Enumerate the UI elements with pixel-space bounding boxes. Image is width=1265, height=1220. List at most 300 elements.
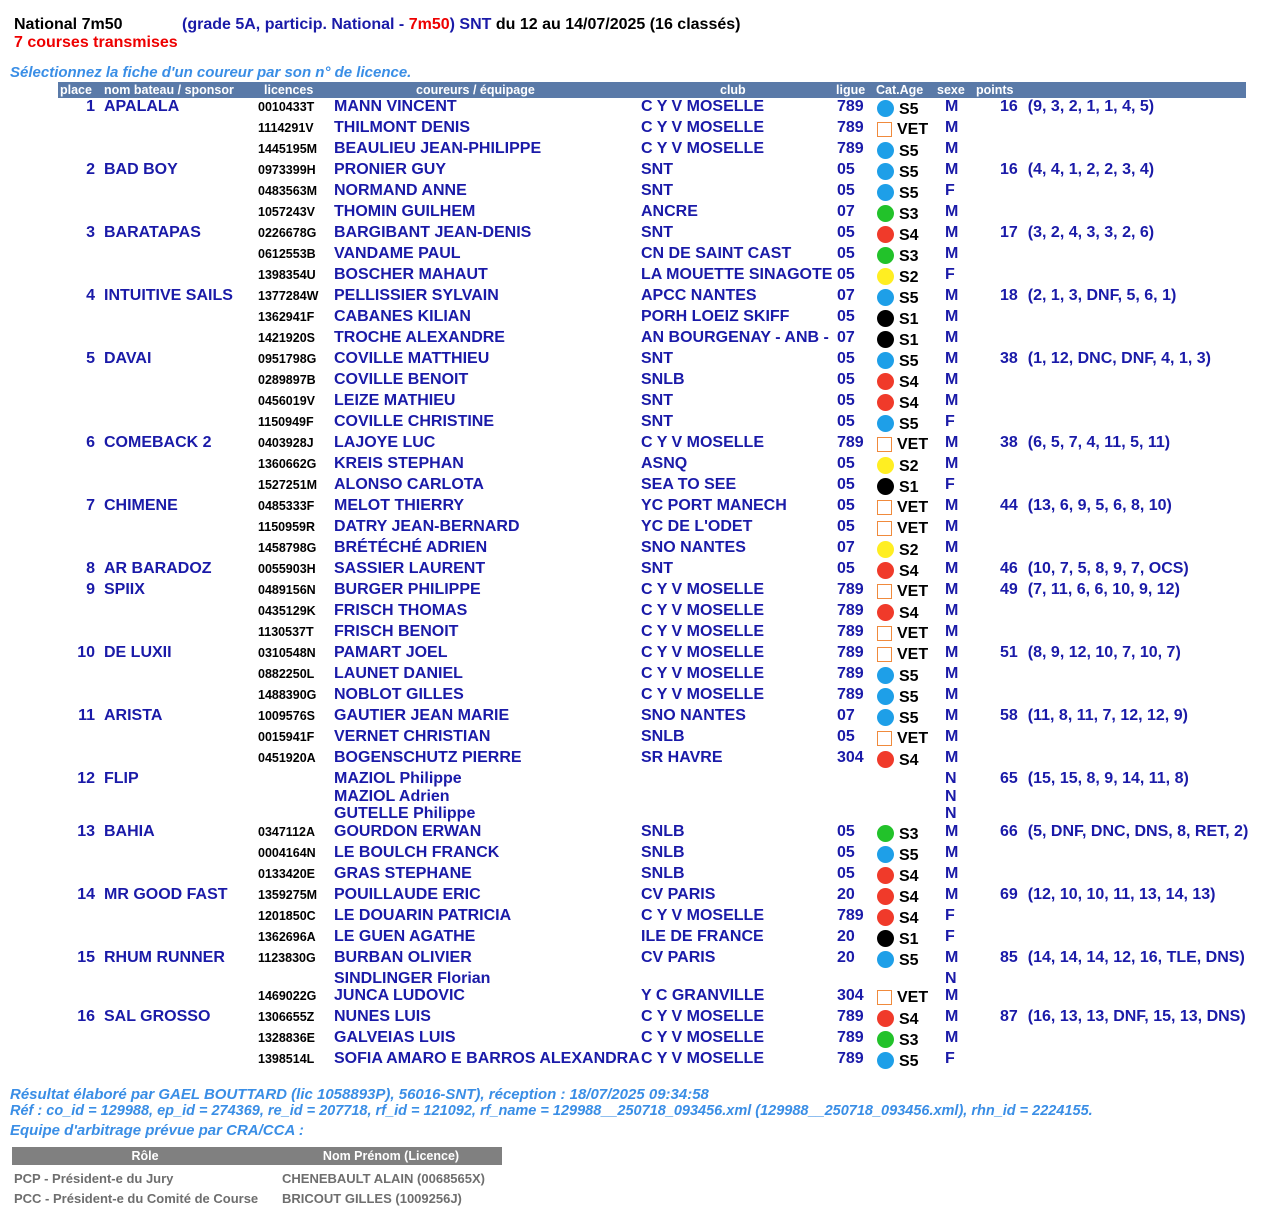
boat-points [1000, 98, 1154, 116]
licence-link[interactable]: 0451920A [258, 751, 316, 765]
category-label: S5 [899, 668, 919, 685]
points-total: 66 [1000, 822, 1018, 840]
licence-link[interactable]: 0289897B [258, 373, 316, 387]
arbitration-name: BRICOUT GILLES (1009256J) [282, 1191, 462, 1206]
licence-link[interactable]: 0612553B [258, 247, 316, 261]
boat-row [58, 224, 1246, 245]
race-scores: (16, 13, 13, DNF, 15, 13, DNS) [1027, 1008, 1246, 1025]
licence-link[interactable]: 1114291V [258, 121, 314, 135]
licence-link[interactable]: 1469022G [258, 989, 317, 1003]
boat-place: 14 [77, 885, 95, 903]
category-dot-icon [877, 352, 894, 369]
category-label: S5 [899, 353, 919, 370]
category-dot-icon [877, 142, 894, 159]
race-scores: (14, 14, 14, 12, 16, TLE, DNS) [1027, 948, 1245, 966]
licence-link[interactable]: 1527251M [258, 478, 318, 492]
crew-club: AN BOURGENAY - ANB - [641, 329, 829, 346]
category-dot-icon [877, 394, 894, 411]
category [877, 352, 919, 371]
category-label: S4 [899, 909, 919, 927]
licence-link[interactable]: 1201850C [258, 908, 316, 923]
category [877, 520, 928, 538]
race-count: 7 courses transmises [14, 34, 178, 51]
licence-link[interactable]: 1362696A [258, 929, 316, 944]
category-dot-icon [877, 310, 894, 327]
licence-link[interactable]: 1421920S [258, 331, 316, 345]
crew-ligue: 789 [837, 665, 864, 682]
crew-club: SNT [641, 224, 673, 241]
crew-row [58, 413, 1246, 434]
licence-link[interactable]: 0973399H [258, 163, 316, 177]
crew-name: MELOT THIERRY [334, 497, 465, 514]
licence-link[interactable]: 1488390G [258, 688, 317, 702]
licence-link[interactable]: 1306655Z [258, 1010, 315, 1024]
licence-link[interactable]: 1398514L [258, 1052, 315, 1066]
category [877, 1010, 919, 1029]
points-total: 38 [1000, 350, 1018, 367]
crew-name: GUTELLE Philippe [334, 805, 476, 822]
category-dot-icon [877, 373, 894, 390]
crew-name: FRISCH BENOIT [334, 623, 459, 640]
crew-sexe: M [945, 350, 959, 367]
licence-link[interactable]: 0010433T [258, 100, 315, 114]
category [877, 310, 919, 329]
boat-row [58, 644, 1246, 665]
crew-ligue: 304 [837, 987, 864, 1004]
points-total: 69 [1000, 885, 1018, 903]
category-label: S4 [899, 395, 919, 412]
licence-link[interactable]: 0882250L [258, 667, 315, 681]
category [877, 646, 928, 664]
licence-link[interactable]: 1328836E [258, 1031, 316, 1045]
category-label: S5 [899, 416, 919, 433]
boat-place: 7 [86, 497, 95, 514]
boat-points [1000, 581, 1180, 599]
crew-name: GOURDON ERWAN [334, 822, 482, 840]
licence-link[interactable]: 1009576S [258, 709, 316, 723]
category [877, 100, 919, 119]
licence-link[interactable]: 1123830G [258, 950, 316, 965]
category-dot-icon [877, 457, 894, 474]
crew-name: KREIS STEPHAN [334, 455, 464, 472]
category-dot-icon [877, 478, 894, 495]
licence-link[interactable]: 0456019V [258, 394, 316, 408]
boat-row [58, 949, 1246, 970]
category [877, 1031, 919, 1050]
boat-place: 8 [86, 560, 95, 577]
arbitration-role: PCP - Président-e du Jury [14, 1171, 174, 1186]
category [877, 1052, 919, 1071]
crew-name: LAJOYE LUC [334, 434, 436, 451]
category [877, 825, 919, 844]
crew-ligue: 789 [837, 98, 864, 115]
category-dot-icon [877, 867, 894, 884]
crew-name: TROCHE ALEXANDRE [334, 329, 505, 346]
crew-sexe: M [945, 644, 959, 661]
crew-ligue: 05 [837, 864, 855, 882]
crew-sexe: M [945, 203, 959, 220]
crew-sexe: M [945, 140, 959, 157]
crew-sexe: M [945, 822, 959, 840]
crew-name: SASSIER LAURENT [334, 560, 486, 577]
category-dot-icon [877, 562, 894, 579]
vet-square-icon [877, 990, 892, 1005]
crew-row [58, 182, 1246, 203]
boat-points [1000, 161, 1154, 179]
category-label: S5 [899, 290, 919, 307]
crew-ligue: 05 [837, 161, 855, 178]
crew-ligue: 07 [837, 539, 855, 556]
category-label: S4 [899, 563, 919, 580]
race-scores: (10, 7, 5, 8, 9, 7, OCS) [1027, 560, 1189, 577]
crew-ligue: 789 [837, 1029, 864, 1046]
crew-club: SNT [641, 161, 673, 178]
category-label: S2 [899, 542, 919, 559]
category-dot-icon [877, 667, 894, 684]
boat-row [58, 707, 1246, 728]
event-club: ) SNT [449, 16, 492, 33]
crew-club: SEA TO SEE [641, 476, 737, 493]
category [877, 394, 919, 413]
category-dot-icon [877, 184, 894, 201]
race-scores: (4, 4, 1, 2, 2, 3, 4) [1027, 161, 1155, 178]
category [877, 478, 919, 497]
category-label: S3 [899, 1032, 919, 1049]
points-total: 46 [1000, 560, 1018, 577]
vet-square-icon [877, 122, 892, 137]
points-total: 87 [1000, 1008, 1018, 1025]
crew-name: GALVEIAS LUIS [334, 1029, 456, 1046]
race-scores: (6, 5, 7, 4, 11, 5, 11) [1027, 434, 1171, 451]
crew-club: ASNQ [641, 455, 688, 472]
category-dot-icon [877, 247, 894, 264]
crew-sexe: N [945, 969, 957, 987]
boat-row [58, 497, 1246, 518]
category-dot-icon [877, 909, 894, 926]
licence-link[interactable]: 1362941F [258, 310, 315, 324]
boat-place: 12 [77, 770, 95, 787]
licence-link[interactable]: 0403928J [258, 436, 314, 450]
category-label: S2 [899, 458, 919, 475]
crew-club: LA MOUETTE SINAGOTE [641, 266, 833, 283]
boat-points [1000, 287, 1176, 305]
licence-link[interactable]: 0310548N [258, 646, 316, 660]
crew-name: BRÉTÉCHÉ ADRIEN [334, 539, 488, 556]
licence-link[interactable]: 1057243V [258, 205, 316, 219]
col-crew: coureurs / équipage [416, 83, 535, 97]
category-label: S3 [899, 206, 919, 223]
category-label: VET [897, 625, 929, 642]
licence-link[interactable]: 0055903H [258, 562, 316, 576]
boat-row [58, 770, 1246, 788]
category-dot-icon [877, 226, 894, 243]
crew-ligue: 05 [837, 518, 855, 535]
crew-club: SNLB [641, 864, 685, 882]
crew-sexe: M [945, 371, 959, 388]
boat-row [58, 287, 1246, 308]
licence-link[interactable]: 0133420E [258, 866, 316, 881]
crew-sexe: M [945, 686, 959, 703]
event-grade: (grade 5A, particip. National - [182, 16, 409, 33]
category-label: S5 [899, 1053, 919, 1070]
category [877, 989, 928, 1007]
crew-sexe: M [945, 864, 959, 882]
boat-points [1000, 949, 1245, 967]
licence-link[interactable]: 0347112A [258, 824, 316, 839]
category-label: S1 [899, 332, 919, 349]
points-total: 85 [1000, 948, 1018, 966]
category [877, 688, 919, 707]
crew-row [58, 329, 1246, 350]
page-title: National 7m50 [14, 16, 123, 33]
boat-name: BARATAPAS [104, 224, 201, 241]
crew-sexe: M [945, 885, 959, 903]
crew-ligue: 07 [837, 203, 855, 220]
crew-name: LE BOULCH FRANCK [334, 843, 500, 861]
results-rows [58, 98, 1249, 1071]
boat-place: 10 [77, 644, 95, 661]
crew-club: SNT [641, 392, 673, 409]
crew-club: ANCRE [641, 203, 698, 220]
category-label: VET [897, 646, 929, 663]
vet-square-icon [877, 731, 892, 746]
crew-row [58, 865, 1246, 886]
category [877, 247, 919, 266]
licence-link[interactable]: 1458798G [258, 541, 317, 555]
vet-square-icon [877, 437, 892, 452]
race-scores: (9, 3, 2, 1, 1, 4, 5) [1027, 98, 1155, 115]
crew-club: C Y V MOSELLE [641, 434, 764, 451]
licence-link[interactable]: 0015941F [258, 730, 315, 744]
category-dot-icon [877, 268, 894, 285]
crew-name: VANDAME PAUL [334, 245, 461, 262]
category [877, 951, 919, 970]
boat-name: SPIIX [104, 581, 145, 598]
licence-link[interactable]: 1445195M [258, 142, 318, 156]
category [877, 709, 919, 728]
crew-sexe: M [945, 623, 959, 640]
boat-row [58, 434, 1246, 455]
event-dates: du 12 au 14/07/2025 (16 classés) [491, 16, 741, 33]
licence-link[interactable]: 0483563M [258, 184, 318, 198]
crew-name: GAUTIER JEAN MARIE [334, 707, 510, 724]
boat-points [1000, 350, 1211, 368]
crew-ligue: 05 [837, 182, 855, 199]
boat-points [1000, 497, 1172, 515]
licence-link[interactable]: 1359275M [258, 887, 318, 902]
crew-club: SNO NANTES [641, 707, 746, 724]
race-scores: (11, 8, 11, 7, 12, 12, 9) [1027, 707, 1188, 724]
licence-link[interactable]: 0435129K [258, 604, 316, 618]
crew-sexe: F [945, 182, 955, 199]
crew-ligue: 789 [837, 602, 864, 619]
category [877, 121, 928, 139]
category [877, 163, 919, 182]
crew-sexe: M [945, 245, 959, 262]
col-place: place [60, 83, 92, 97]
category-label: S4 [899, 867, 919, 885]
category [877, 562, 919, 581]
boat-name: COMEBACK 2 [104, 434, 212, 451]
crew-sexe: M [945, 539, 959, 556]
crew-club: C Y V MOSELLE [641, 98, 764, 115]
crew-name: PELLISSIER SYLVAIN [334, 287, 499, 304]
category-dot-icon [877, 888, 894, 905]
category [877, 751, 919, 770]
crew-row [58, 476, 1246, 497]
crew-club: CN DE SAINT CAST [641, 245, 792, 262]
category-dot-icon [877, 951, 894, 968]
crew-name: SOFIA AMARO E BARROS ALEXANDRA [334, 1050, 640, 1067]
crew-sexe: M [945, 602, 959, 619]
licence-link[interactable]: 1150959R [258, 520, 316, 534]
select-instructions: Sélectionnez la fiche d'un coureur par son n° de licence. [10, 64, 412, 81]
crew-row [58, 1029, 1246, 1050]
licence-link[interactable]: 0004164N [258, 845, 316, 860]
licence-link[interactable]: 1360662G [258, 457, 317, 471]
crew-sexe: M [945, 98, 959, 115]
category [877, 667, 919, 686]
boat-name: BAD BOY [104, 161, 178, 178]
col-ligue: ligue [836, 83, 866, 97]
crew-row [58, 602, 1246, 623]
category-dot-icon [877, 205, 894, 222]
crew-sexe: M [945, 434, 959, 451]
crew-club: C Y V MOSELLE [641, 686, 764, 703]
crew-row [58, 686, 1246, 707]
points-total: 65 [1000, 770, 1018, 787]
race-scores: (5, DNF, DNC, DNS, 8, RET, 2) [1027, 822, 1249, 840]
crew-row [58, 245, 1246, 266]
crew-ligue: 07 [837, 287, 855, 304]
boat-points [1000, 560, 1189, 578]
points-total: 49 [1000, 581, 1018, 598]
boat-place: 5 [86, 350, 95, 367]
crew-club: SNLB [641, 843, 685, 861]
race-scores: (7, 11, 6, 6, 10, 9, 12) [1027, 581, 1180, 598]
crew-name: THOMIN GUILHEM [334, 203, 476, 220]
category-label: S2 [899, 269, 919, 286]
crew-name: THILMONT DENIS [334, 119, 470, 136]
crew-row [58, 623, 1246, 644]
boat-name: APALALA [104, 98, 180, 115]
race-scores: (1, 12, DNC, DNF, 4, 1, 3) [1027, 350, 1211, 367]
event-series: 7m50 [408, 16, 450, 33]
crew-sexe: M [945, 948, 959, 966]
category [877, 184, 919, 203]
licence-link[interactable]: 0489156N [258, 583, 316, 597]
category [877, 930, 919, 949]
crew-row [58, 140, 1246, 161]
crew-club: SNT [641, 413, 673, 430]
results-footer [10, 1086, 1093, 1139]
crew-sexe: M [945, 287, 959, 304]
boat-row [58, 161, 1246, 182]
boat-row [58, 560, 1246, 581]
crew-sexe: N [945, 805, 957, 822]
crew-ligue: 05 [837, 224, 855, 241]
boat-points [1000, 770, 1189, 788]
boat-name: FLIP [104, 770, 139, 787]
crew-row [58, 728, 1246, 749]
crew-name: MANN VINCENT [334, 98, 457, 115]
boat-name: INTUITIVE SAILS [104, 287, 233, 304]
boat-name: DE LUXII [104, 644, 172, 661]
crew-row [58, 970, 1246, 988]
crew-ligue: 05 [837, 308, 855, 325]
crew-club: SNT [641, 560, 673, 577]
crew-name: JUNCA LUDOVIC [334, 987, 465, 1004]
boat-row [58, 822, 1249, 844]
category [877, 846, 919, 865]
vet-square-icon [877, 584, 892, 599]
points-total: 38 [1000, 434, 1018, 451]
category-label: S4 [899, 374, 919, 391]
licence-link[interactable]: 0226678G [258, 226, 317, 240]
crew-row [58, 844, 1246, 865]
boat-row [58, 886, 1246, 907]
category [877, 289, 919, 308]
licence-link[interactable]: 1150949F [258, 415, 314, 429]
crew-sexe: M [945, 329, 959, 346]
crew-club: C Y V MOSELLE [641, 665, 764, 682]
event-info [182, 16, 740, 34]
category-label: S4 [899, 888, 919, 906]
category [877, 415, 919, 434]
crew-row [58, 455, 1246, 476]
crew-name: NORMAND ANNE [334, 182, 467, 199]
points-total: 44 [1000, 497, 1018, 514]
boat-points [1000, 644, 1181, 662]
crew-club: SNLB [641, 822, 685, 840]
category-dot-icon [877, 825, 894, 842]
crew-name: LE DOUARIN PATRICIA [334, 906, 512, 924]
crew-club: C Y V MOSELLE [641, 1008, 764, 1025]
crew-sexe: N [945, 770, 957, 787]
licence-link[interactable]: 0951798G [258, 352, 317, 366]
col-cat-age: Cat.Age [876, 83, 924, 97]
crew-club: YC PORT MANECH [641, 497, 787, 514]
crew-sexe: M [945, 581, 959, 598]
crew-sexe: M [945, 1029, 959, 1046]
licence-link[interactable]: 0485333F [258, 499, 315, 513]
crew-ligue: 789 [837, 140, 864, 157]
category-dot-icon [877, 604, 894, 621]
crew-club: ILE DE FRANCE [641, 927, 764, 945]
vet-square-icon [877, 500, 892, 515]
licence-link[interactable]: 1130537T [258, 625, 314, 639]
points-total: 16 [1000, 161, 1018, 178]
crew-ligue: 05 [837, 350, 855, 367]
crew-club: CV PARIS [641, 885, 716, 903]
crew-sexe: F [945, 927, 955, 945]
crew-row [58, 203, 1246, 224]
category-label: S4 [899, 227, 919, 244]
crew-ligue: 789 [837, 119, 864, 136]
crew-row [58, 665, 1246, 686]
category-dot-icon [877, 1010, 894, 1027]
boat-row [58, 1008, 1246, 1029]
boat-place: 1 [86, 98, 95, 115]
crew-sexe: M [945, 560, 959, 577]
crew-club: C Y V MOSELLE [641, 602, 764, 619]
licence-link[interactable]: 1398354U [258, 268, 316, 282]
category-label: S1 [899, 311, 919, 328]
crew-name: BEAULIEU JEAN-PHILIPPE [334, 140, 542, 157]
category [877, 583, 928, 601]
licence-link[interactable]: 1377284W [258, 289, 319, 303]
crew-ligue: 20 [837, 948, 855, 966]
